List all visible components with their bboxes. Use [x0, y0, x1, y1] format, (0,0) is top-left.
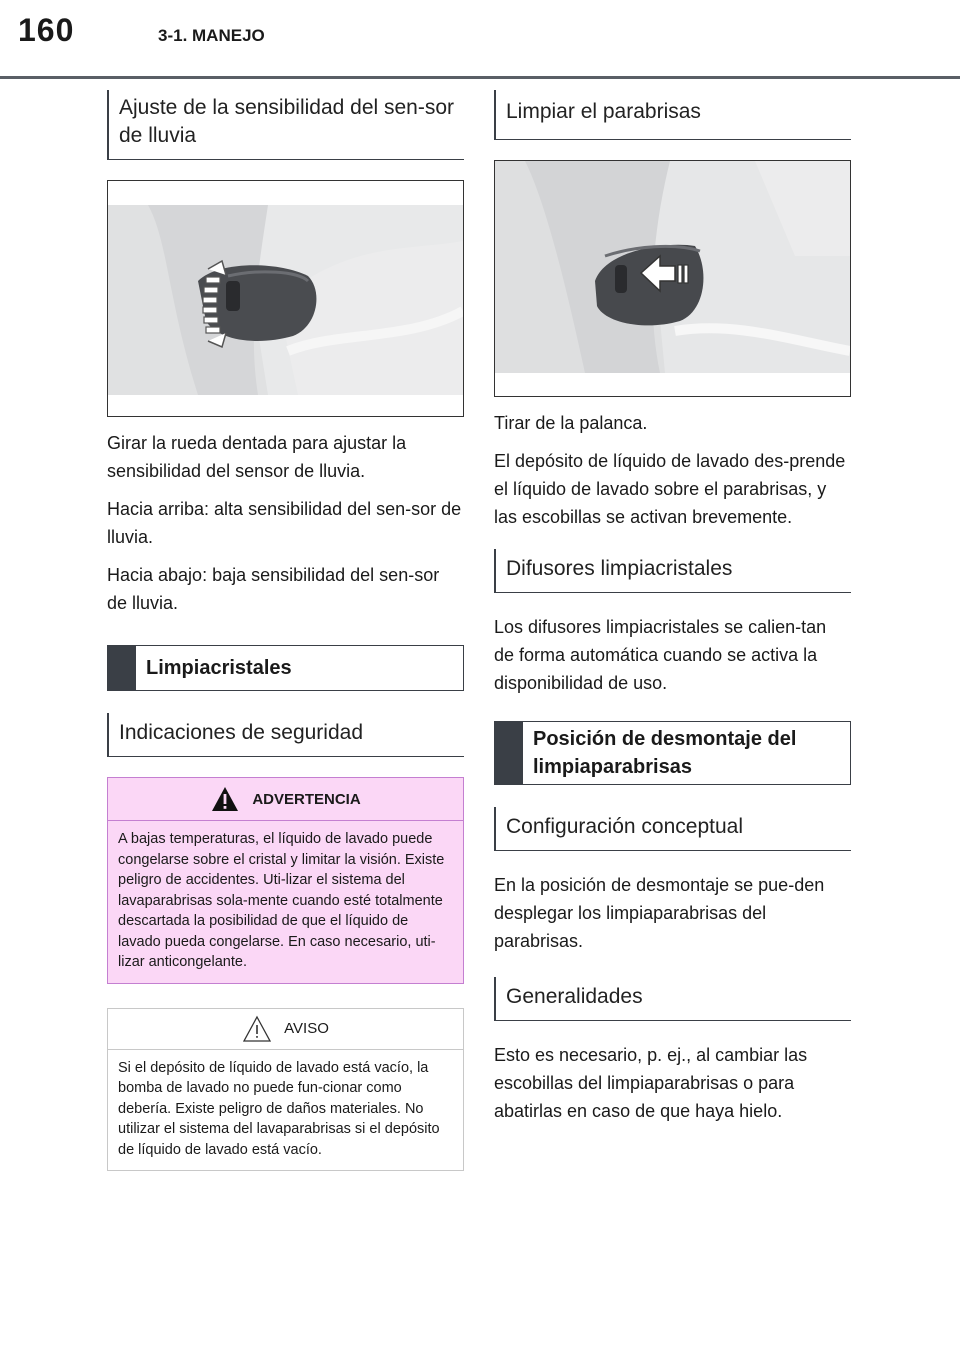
- caution-triangle-icon: [242, 1015, 272, 1043]
- warning-text: A bajas temperaturas, el líquido de lavado puede congelarse sobre el cristal y limitar la visión. Existe peligro de accidentes. Uti-lizar el sistema del lavaparabrisas sola-mente cuando esté totalmente descartada la posibilidad de que el líquido de lavado pueda congelarse. En caso necesario, uti-lizar anticongelante.: [118, 831, 445, 970]
- paragraph-service-position: En la posición de desmontaje se pue-den desplegar los limpiaparabrisas del parabrisas.: [494, 875, 825, 951]
- section-title-service-position: Posición de desmontaje del limpiaparabrisas: [494, 721, 851, 785]
- figure-wiper-lever: [494, 160, 851, 397]
- section-title-wipers: Limpiacristales: [107, 645, 464, 691]
- left-column: [107, 90, 464, 1171]
- paragraph-rotate-wheel: Girar la rueda dentada para ajustar la sensibilidad del sensor de lluvia.: [107, 433, 407, 481]
- notice-box: [107, 1008, 464, 1172]
- heading-safety: Indicaciones de seguridad: [107, 713, 464, 757]
- notice-title: AVISO: [284, 1020, 329, 1037]
- paragraph-high-sensitivity: Hacia arriba: alta sensibilidad del sen-sor de lluvia.: [107, 499, 462, 547]
- warning-triangle-icon: [210, 785, 240, 813]
- warning-box: [107, 777, 464, 984]
- heading-rain-sensor: Ajuste de la sensibilidad del sen-sor de lluvia: [107, 90, 464, 160]
- rain-sensor-illustration: [108, 181, 463, 416]
- right-column: [494, 90, 851, 1135]
- paragraph-pull-lever: Tirar de la palanca.: [494, 413, 648, 433]
- wiper-lever-illustration: [495, 161, 850, 396]
- figure-rain-sensor-wheel: [107, 180, 464, 417]
- warning-header: [108, 778, 463, 821]
- page-header: [0, 0, 960, 80]
- heading-clean-windshield: Limpiar el parabrisas: [494, 90, 851, 140]
- paragraph-washer-fluid: El depósito de líquido de lavado des-prende el líquido de lavado sobre el parabrisas, y las escobillas se activan brevemente.: [494, 451, 846, 527]
- chapter-title: 3-1. MANEJO: [158, 26, 265, 45]
- page-number: 160: [18, 12, 75, 48]
- notice-header: [108, 1009, 463, 1050]
- heading-concept: Configuración conceptual: [494, 807, 851, 851]
- heading-general: Generalidades: [494, 977, 851, 1021]
- paragraph-general: Esto es necesario, p. ej., al cambiar las escobillas del limpiaparabrisas o para abatirlas en caso de que haya hielo.: [494, 1045, 808, 1121]
- notice-text: Si el depósito de líquido de lavado está vacío, la bomba de lavado no puede fun-cionar como debería. Existe peligro de daños materiales. No utilizar el sistema del lavaparabrisas si el depósito de líquido de lavado está vacío.: [118, 1059, 440, 1158]
- heading-washer-nozzles: Difusores limpiacristales: [494, 549, 851, 593]
- header-divider: [0, 76, 960, 79]
- paragraph-nozzles-heated: Los difusores limpiacristales se calien-tan de forma automática cuando se activa la disponibilidad de uso.: [494, 617, 827, 693]
- warning-title: ADVERTENCIA: [252, 790, 361, 808]
- paragraph-low-sensitivity: Hacia abajo: baja sensibilidad del sen-sor de lluvia.: [107, 565, 440, 613]
